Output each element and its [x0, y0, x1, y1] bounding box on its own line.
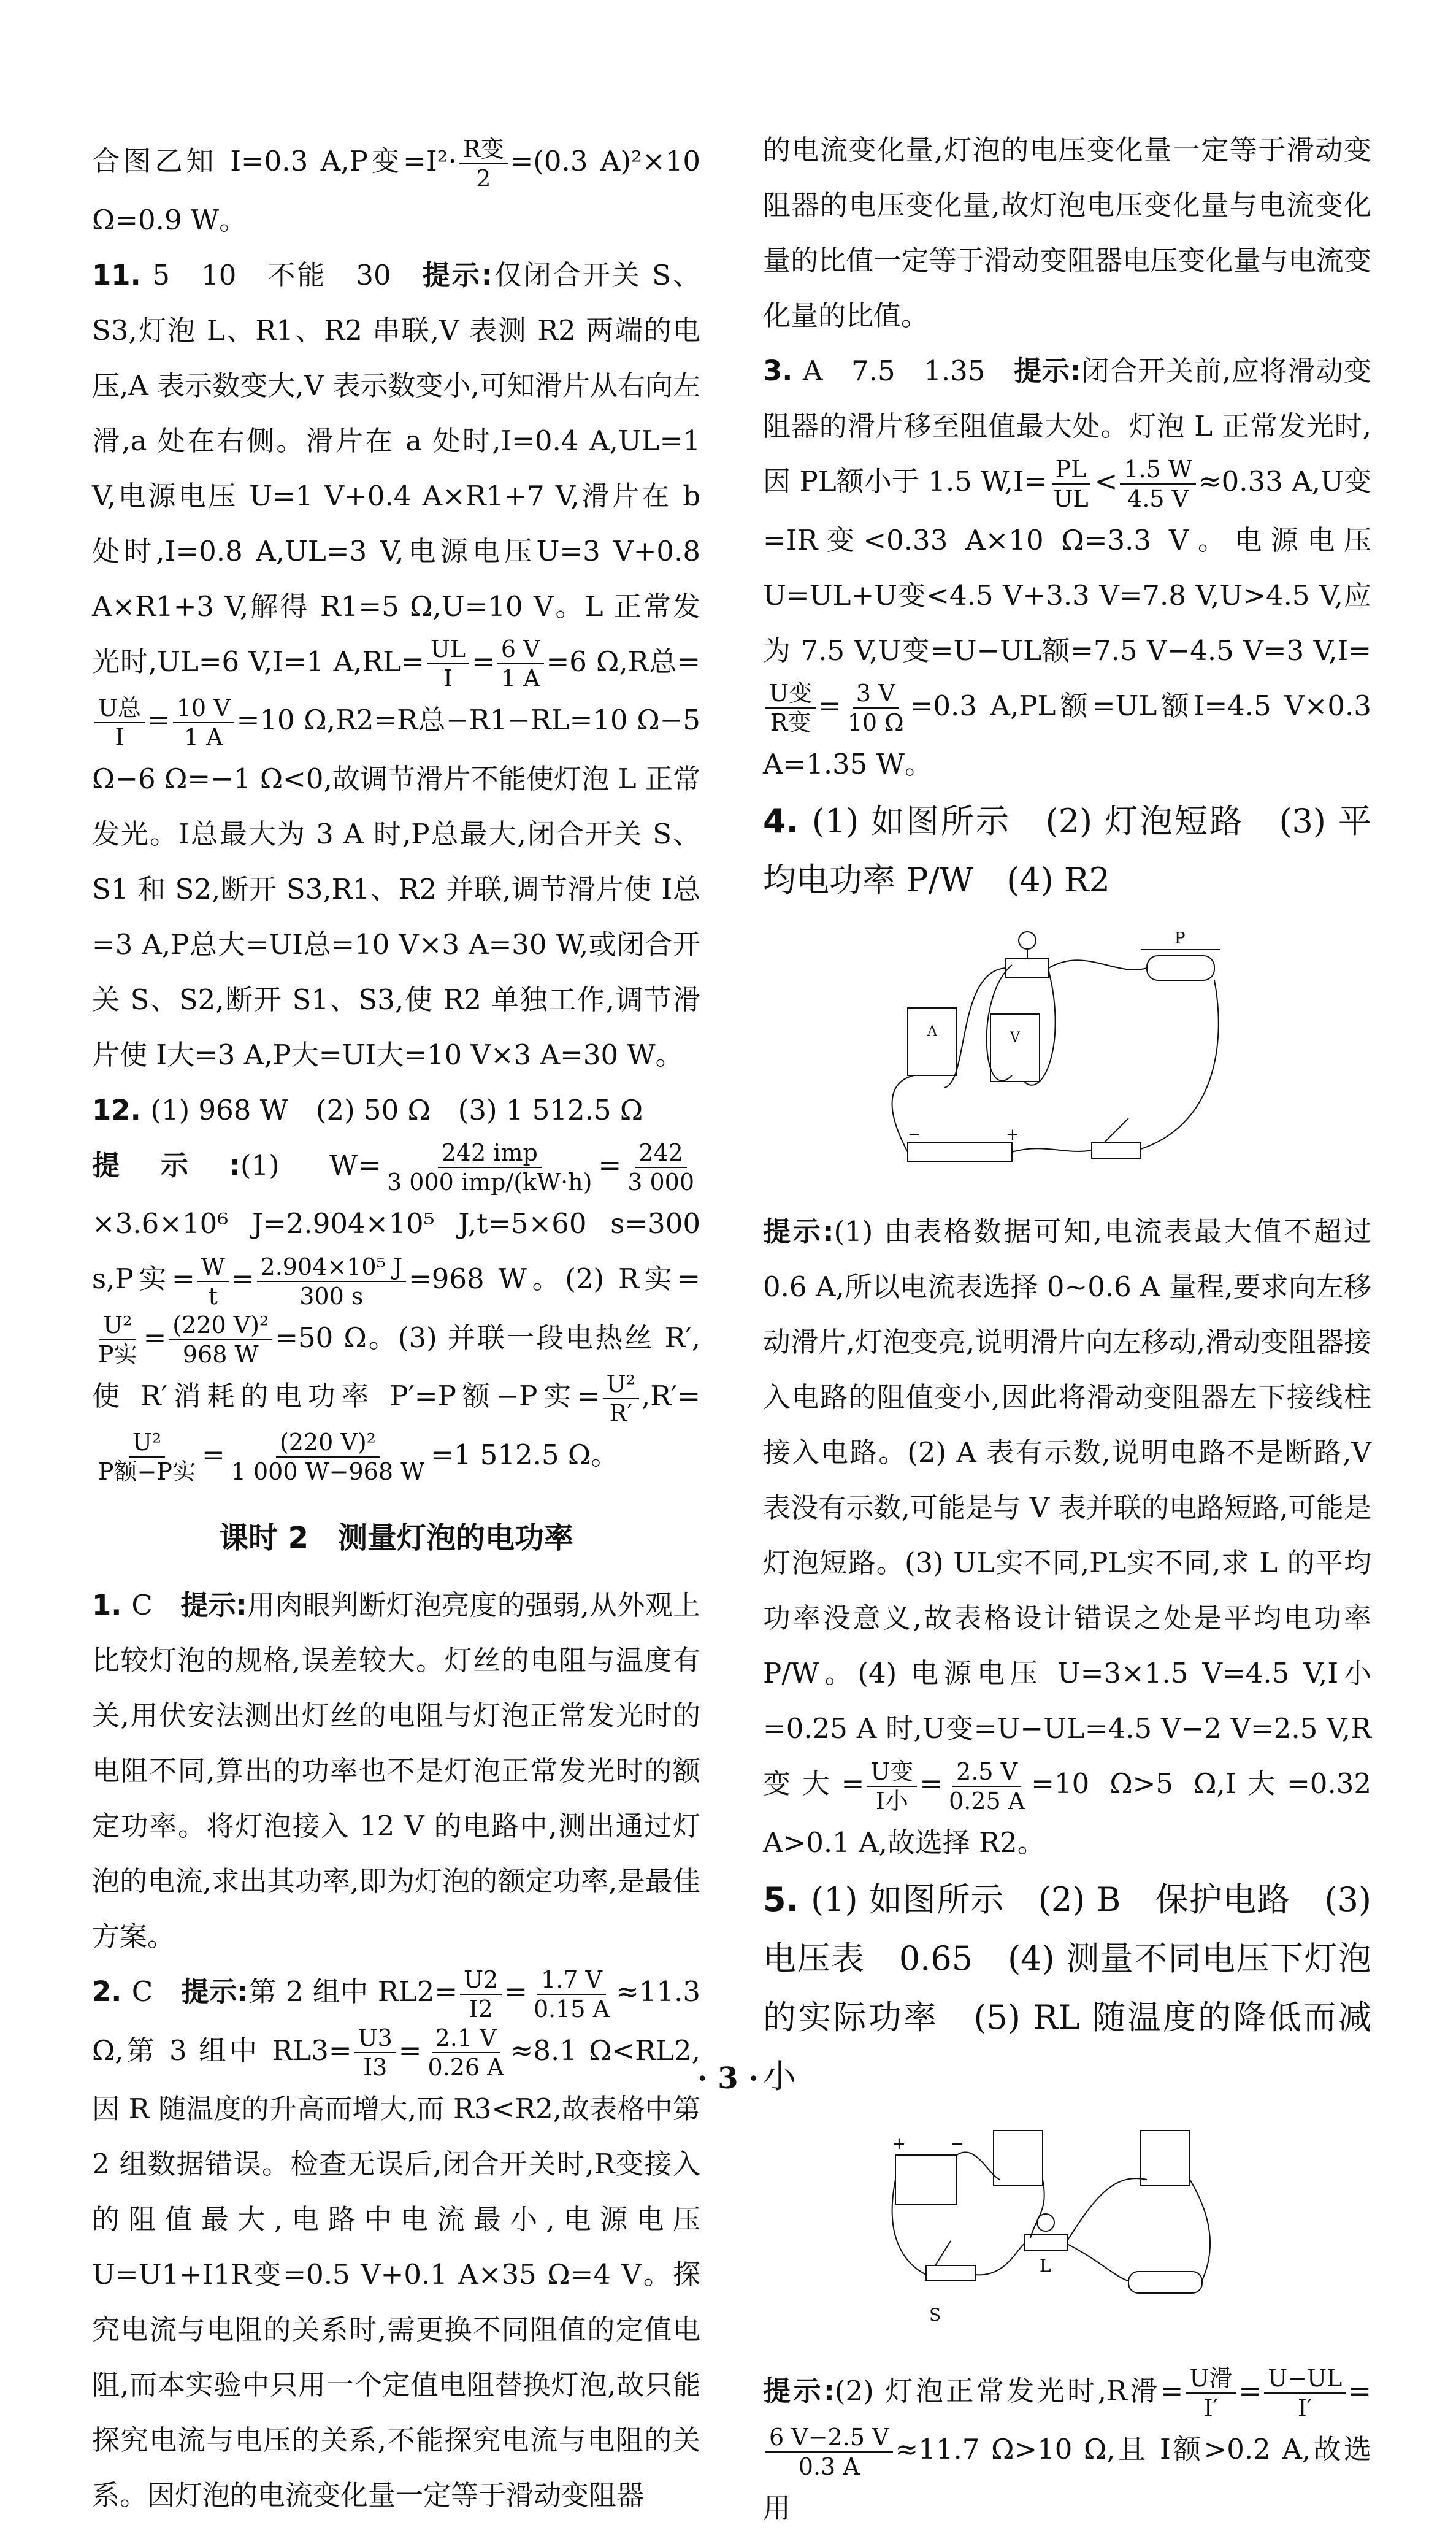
fraction: [867, 1758, 917, 1815]
fraction-denominator: I2: [469, 1995, 493, 2023]
fraction-denominator: I3: [363, 2054, 388, 2081]
text-run: (1) 如图所示 (2) 灯泡短路 (3) 平均电功率 P/W (4) R2: [763, 802, 1372, 899]
text-run: ≈8.1 Ω<RL2,因 R 随温度的升高而增大,而 R3<R2,故表格中第 2 组数据错误。检查无误后,闭合开关时,R变接入的阻值最大,电路中电流最小,电源电压 U=U1+I1R变=0.5 V+0.1 A×35 Ω=4 V。探究电流与电阻的关系时,需更换不同阻值的定值电阻,而本实验中只用一个定值电阻替换灯泡,故只能探究电流与电压的关系,不能探究电流与电阻的关系。因灯泡的电流变化量一定等于滑动变阻器: [92, 2034, 700, 2511]
fraction: [765, 679, 816, 737]
text-run: =6 Ω,R总=: [546, 645, 700, 678]
text-run: 第 2 组中 RL2=: [248, 1975, 458, 2008]
voltmeter-icon: [990, 1014, 1040, 1082]
hint-4: [763, 1204, 1371, 1870]
fraction-numerator: 242: [635, 1139, 687, 1168]
battery-plus-label: +: [892, 2134, 906, 2153]
text-run: 5 10 不能 30: [152, 258, 423, 291]
bold-label: 提示:: [1014, 355, 1081, 387]
fraction-numerator: 3 V: [853, 679, 899, 709]
fraction-denominator: 300 s: [299, 1282, 364, 1310]
text-run: =: [398, 2034, 422, 2067]
text-run: A 7.5 1.35: [802, 355, 1014, 387]
text-run: ,R′=: [641, 1380, 700, 1412]
paragraph: [763, 123, 1371, 344]
fraction-numerator: U²: [99, 1311, 136, 1340]
rheostat-icon: [1128, 2272, 1202, 2293]
bold-label: 提示:: [763, 1215, 834, 1248]
fraction-numerator: U变: [867, 1758, 917, 1787]
text-run: ≈0.33 A,U变=IR变<0.33 A×10 Ω=3.3 V。电源电压 U=UL+U变<4.5 V+3.3 V=7.8 V,U>4.5 V,应为 7.5 V,U变=U−UL额=7.5 V−4.5 V=3 V,I=: [763, 465, 1372, 667]
fraction-denominator: 0.26 A: [427, 2054, 504, 2081]
text-run: (1) 由表格数据可知,电流表最大值不超过 0.6 A,所以电流表选择 0~0.6 A 量程,要求向左移动滑片,灯泡变亮,说明滑片向左移动,滑动变阻器接入电路的阻值变小,因此将滑动变阻器左下接线柱接入电路。(2) A 表有示数,说明电路不是断路,V 表没有示数,可能是与 V 表并联的电路短路,可能是灯泡短路。(3) UL实不同,PL实不同,求 L 的平均功率没意义,故表格设计错误之处是平均电功率 P/W。(4) 电源电压 U=3×1.5 V=4.5 V,I小=0.25 A 时,U变=U−UL=4.5 V−2 V=2.5 V,R变大=: [763, 1215, 1371, 1800]
text-run: =968 W。(2) R实=: [408, 1262, 700, 1295]
text-run: (1) W=: [240, 1148, 381, 1182]
bold-label: 12.: [92, 1093, 151, 1126]
fraction-denominator: I小: [875, 1787, 908, 1815]
switch-icon: [1092, 1143, 1141, 1158]
fraction-numerator: 1.5 W: [1120, 455, 1196, 485]
fraction-denominator: 3 000 imp/(kW·h): [387, 1169, 592, 1196]
ammeter-icon: [908, 1008, 957, 1075]
switch-icon: [926, 2265, 975, 2281]
fraction-numerator: 10 V: [173, 694, 234, 723]
bold-label: 4.: [763, 802, 812, 840]
paragraph: [92, 248, 700, 1083]
fraction: [1264, 2364, 1346, 2422]
battery-minus-label: −: [951, 2134, 964, 2153]
fraction-denominator: UL: [1053, 485, 1089, 512]
fraction-numerator: U3: [354, 2024, 396, 2053]
paragraph: [92, 1138, 700, 1486]
text-run: =0.3 A,PL额=UL额I=4.5 V×0.3 A=1.35 W。: [763, 689, 1371, 780]
text-run: =: [598, 1148, 622, 1182]
paragraph: [92, 1964, 700, 2523]
bold-label: 1.: [92, 1589, 132, 1621]
fraction-denominator: I′: [1297, 2394, 1312, 2421]
text-run: =: [231, 1262, 255, 1295]
fraction-numerator: U变: [765, 679, 816, 709]
circuit-diagram-1: [883, 922, 1251, 1192]
fraction-denominator: P额−P实: [98, 1458, 196, 1485]
battery-icon: [895, 2155, 957, 2204]
fraction: [94, 1311, 141, 1369]
fraction-numerator: 2.904×10⁵ J: [257, 1253, 407, 1282]
fraction-numerator: (220 V)²: [276, 1428, 380, 1458]
battery-icon: [908, 1143, 1012, 1161]
fraction: [169, 1311, 272, 1369]
fraction-numerator: U²: [603, 1370, 639, 1399]
lamp-label: L: [1040, 2255, 1051, 2276]
fraction: [459, 135, 508, 193]
fraction-denominator: 4.5 V: [1127, 485, 1189, 512]
fraction: [945, 1758, 1029, 1815]
answers-block-3: [763, 123, 1371, 792]
fraction: [460, 1965, 502, 2023]
text-run: (2) 灯泡正常发光时,R滑=: [834, 2374, 1184, 2407]
fraction-denominator: 3 000: [627, 1169, 694, 1196]
ammeter-icon: [994, 2131, 1043, 2186]
voltmeter-icon: [1141, 2131, 1190, 2186]
fraction-numerator: 242 imp: [438, 1139, 542, 1168]
slider-label: P: [1174, 929, 1186, 948]
text-run: =: [818, 689, 841, 722]
text-run: =1 512.5 Ω。: [431, 1438, 619, 1471]
voltmeter-label: V: [1010, 1030, 1020, 1045]
bold-label: 2.: [92, 1975, 132, 2008]
bold-label: 3.: [763, 355, 803, 387]
fraction-denominator: I′: [1203, 2394, 1219, 2421]
paragraph: [92, 134, 700, 248]
fraction-numerator: U²: [129, 1428, 165, 1458]
left-column: [92, 134, 700, 2523]
paragraph: [763, 344, 1371, 792]
text-run: =(0.3 A)²×10 Ω=0.9 W。: [92, 145, 700, 236]
text-run: (1) 968 W (2) 50 Ω (3) 1 512.5 Ω: [150, 1093, 643, 1126]
fraction-numerator: UL: [427, 635, 469, 664]
fraction: [1049, 455, 1092, 513]
fraction-denominator: t: [208, 1282, 218, 1310]
text-run: =: [504, 1975, 527, 2008]
paragraph: [92, 1578, 700, 1964]
rheostat-icon: [1147, 956, 1214, 980]
text-run: =: [919, 1767, 943, 1800]
text-run: =: [1348, 2374, 1371, 2407]
fraction: [94, 694, 145, 751]
fraction-denominator: R′: [609, 1399, 632, 1427]
fraction: [228, 1428, 428, 1486]
text-run: =: [143, 1321, 167, 1354]
lamp-bulb-icon: [1019, 932, 1036, 949]
text-run: 仅闭合开关 S、S3,灯泡 L、R1、R2 串联,V 表测 R2 两端的电压,A 表示数变大,V 表示数变小,可知滑片从右向左滑,a 处在右侧。滑片在 a 处时,I=0.4 A,UL=1 V,电源电压 U=1 V+0.4 A×R1+7 V,滑片在 b 处时,I=0.8 A,UL=3 V,电源电压U=3 V+0.8 A×R1+3 V,解得 R1=5 Ω,U=10 V。L 正常发光时,UL=6 V,I=1 A,RL=: [92, 258, 700, 678]
hint-5: [763, 2364, 1371, 2536]
text-run: 的电流变化量,灯泡的电压变化量一定等于滑动变阻器的电压变化量,故灯泡电压变化量与电流变化量的比值一定等于滑动变阻器电压变化量与电流变化量的比值。: [763, 134, 1371, 332]
fraction: [603, 1370, 639, 1427]
fraction-numerator: U2: [460, 1965, 502, 1995]
fraction: [1120, 455, 1196, 513]
switch-label: S: [929, 2304, 941, 2325]
text-run: ≈11.7 Ω>10 Ω,且 I额>0.2 A,故选用: [763, 2433, 1371, 2524]
text-run: 合图乙知 I=0.3 A,P变=I²·: [92, 145, 457, 177]
fraction: [530, 1965, 613, 2023]
bold-label: 提示:: [422, 258, 492, 291]
paragraph: [92, 1083, 700, 1138]
bold-label: 提示:: [92, 1148, 240, 1182]
fraction: [844, 679, 908, 737]
fraction-numerator: 2.5 V: [952, 1758, 1021, 1787]
text-run: =: [1238, 2374, 1262, 2407]
text-run: 用肉眼判断灯泡亮度的强弱,从外观上比较灯泡的规格,误差较大。灯丝的电阻与温度有关,用伏安法测出灯丝的电阻与灯泡正常发光时的电阻不同,算出的功率也不是灯泡正常发光时的额定功率。将灯泡接入 12 V 的电路中,测出通过灯泡的电流,求出其功率,即为灯泡的额定功率,是最佳方案。: [92, 1589, 700, 1953]
fraction-denominator: 1 A: [500, 665, 540, 692]
fraction: [624, 1139, 698, 1196]
text-run: <: [1094, 465, 1118, 498]
fraction: [173, 694, 234, 751]
fraction-numerator: 6 V: [497, 635, 544, 664]
battery-plus-label: +: [1006, 1126, 1019, 1144]
fraction-numerator: R变: [459, 135, 508, 164]
fraction-denominator: 2: [476, 164, 491, 192]
text-run: =50 Ω。(3) 并联一段电热丝 R′,使 R′消耗的电功率 P′=P额−P实=: [92, 1321, 700, 1412]
bold-label: 11.: [92, 258, 153, 291]
bold-label: 5.: [763, 1880, 811, 1919]
fraction-denominator: 10 Ω: [847, 709, 904, 736]
ammeter-label: A: [927, 1024, 937, 1039]
fraction-numerator: 1.7 V: [537, 1965, 606, 1995]
text-run: C: [131, 1589, 181, 1621]
fraction-numerator: W: [197, 1253, 229, 1282]
fraction: [497, 635, 544, 693]
fraction-denominator: 968 W: [182, 1341, 259, 1368]
battery-minus-label: −: [908, 1126, 921, 1144]
fraction-numerator: U滑: [1186, 2364, 1236, 2394]
bold-label: 提示:: [763, 2374, 835, 2407]
text-run: (1) 如图所示 (2) B 保护电路 (3) 电压表 0.65 (4) 测量不同电压下灯泡的实际功率 (5) RL 随温度的降低而减小: [763, 1880, 1371, 2096]
fraction-denominator: 1 A: [183, 723, 223, 751]
fraction-denominator: R变: [770, 709, 811, 736]
fraction-denominator: 0.25 A: [949, 1787, 1025, 1815]
answers-block-1: [92, 134, 700, 1486]
text-run: =: [201, 1438, 225, 1471]
fraction-denominator: I: [443, 665, 453, 692]
text-run: 闭合开关前,应将滑动变阻器的滑片移至阻值最大处。灯泡 L 正常发光时,因 PL额小于 1.5 W,I=: [763, 355, 1371, 498]
text-run: ≈11.3 Ω,第 3 组中 RL3=: [92, 1975, 700, 2067]
fraction-denominator: P实: [98, 1341, 137, 1368]
fraction: [427, 635, 469, 693]
fraction-denominator: 0.15 A: [533, 1995, 610, 2023]
text-run: C: [131, 1975, 182, 2008]
section-heading: 课时 2 测量灯泡的电功率: [218, 1521, 574, 1555]
fraction: [94, 1428, 199, 1486]
text-run: =10 Ω>5 Ω,I大=0.32 A>0.1 A,故选择 R2。: [763, 1767, 1371, 1859]
answers-block-2: [92, 1578, 700, 2523]
right-column: [763, 123, 1371, 2536]
fraction-numerator: 2.1 V: [432, 2024, 500, 2053]
bold-label: 提示:: [180, 1589, 247, 1621]
fraction-denominator: 0.3 A: [798, 2453, 860, 2480]
fraction: [1186, 2364, 1236, 2422]
fraction: [197, 1253, 229, 1310]
fraction: [383, 1139, 596, 1196]
answer-4: [763, 792, 1371, 910]
fraction-numerator: U−UL: [1264, 2364, 1346, 2394]
fraction: [765, 2423, 893, 2481]
fraction: [257, 1253, 407, 1310]
text-run: =: [472, 645, 495, 678]
page-number: · 3 ·: [697, 2061, 759, 2096]
fraction-denominator: 1 000 W−968 W: [231, 1458, 425, 1485]
text-run: =: [147, 704, 171, 736]
fraction-numerator: PL: [1052, 455, 1090, 485]
text-run: =10 Ω,R2=R总−R1−RL=10 Ω−5 Ω−6 Ω=−1 Ω<0,故调节滑片不能使灯泡 L 正常发光。I总最大为 3 A 时,P总最大,闭合开关 S、S1 和 S2,断开 S3,R1、R2 并联,调节滑片使 I总=3 A,P总大=UI总=10 V×3 A=30 W,或闭合开关 S、S2,断开 S1、S3,使 R2 单独工作,调节滑片使 I大=3 A,P大=UI大=10 V×3 A=30 W。: [92, 704, 700, 1071]
text-run: ×3.6×10⁶ J=2.904×10⁵ J,t=5×60 s=300 s,P实=: [92, 1207, 700, 1295]
fraction-denominator: I: [115, 723, 125, 751]
lamp-base: [1006, 959, 1049, 977]
fraction-numerator: U总: [94, 694, 145, 723]
fraction-numerator: (220 V)²: [169, 1311, 272, 1340]
fraction-numerator: 6 V−2.5 V: [765, 2423, 893, 2453]
circuit-diagram-2: [883, 2118, 1251, 2351]
bold-label: 提示:: [181, 1975, 248, 2008]
